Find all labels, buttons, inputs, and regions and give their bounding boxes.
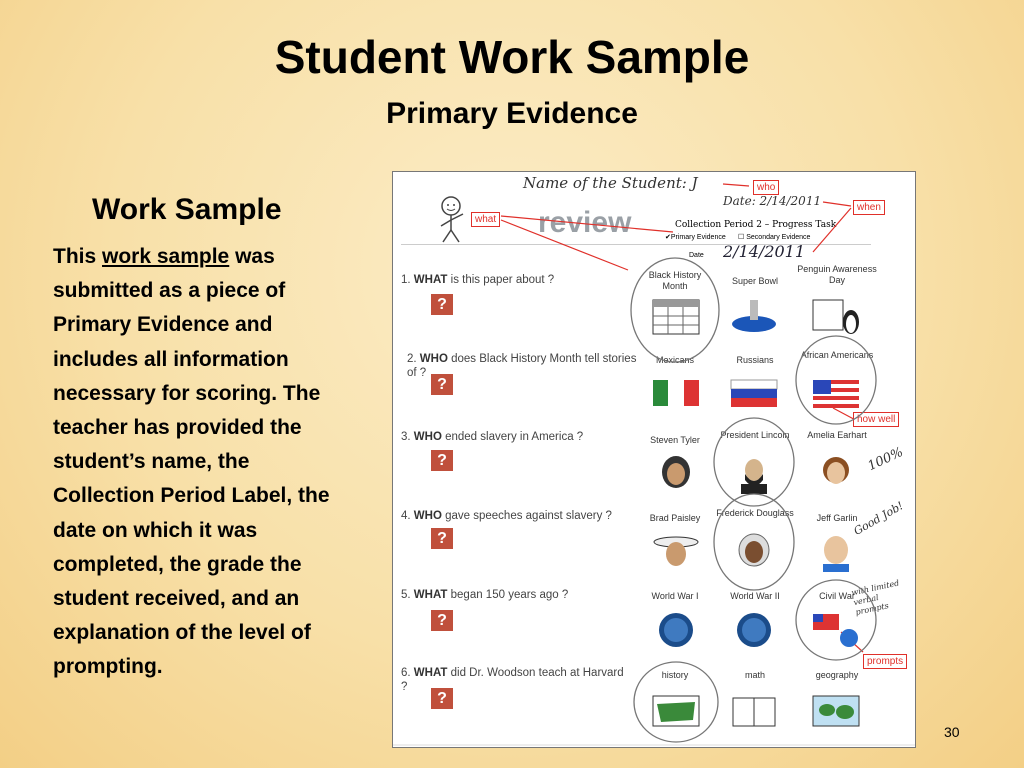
q4-option-3: Jeff Garlin: [816, 513, 858, 523]
description-text: [53, 240, 353, 685]
how-well-annotation: how well: [853, 412, 899, 427]
slide-subtitle: Primary Evidence: [386, 97, 638, 130]
q1-keyword: WHAT: [413, 274, 448, 286]
q4-option-2: Frederick Douglass: [716, 508, 794, 518]
question-mark-icon: ?: [431, 528, 453, 549]
q2-text: does Black History Month tell stories of ?: [407, 353, 637, 379]
page-number: 30: [944, 724, 960, 740]
q6-option-2: math: [744, 670, 765, 680]
desc-rest: was submitted as a piece of Primary Evidence and includes all information necessary for scoring. The teacher has provided the student’s name, the Collection Period Label, the date on which it was completed, the grade the student received, and an explanation of the level of prompting.: [53, 245, 330, 679]
question-mark-icon: ?: [431, 688, 453, 709]
worksheet-image: [392, 171, 916, 748]
handwritten-grade: 100%: [865, 444, 906, 475]
collection-title: Collection Period 2 – Progress Task: [675, 220, 837, 230]
q4-text: gave speeches against slavery ?: [441, 510, 612, 522]
q5-keyword: WHAT: [413, 589, 448, 601]
q6-num: 6.: [401, 667, 411, 679]
what-annotation: what: [471, 212, 500, 227]
q3-num: 3.: [401, 431, 411, 443]
desc-underlined: work sample: [102, 245, 230, 268]
question-mark-icon: ?: [431, 610, 453, 631]
handwritten-date: Date: 2/14/2011: [723, 194, 822, 208]
desc-lead: This: [53, 245, 103, 268]
secondary-option: ☐ Secondary Evidence: [738, 234, 811, 241]
q6-text: did Dr. Woodson teach at Harvard ?: [401, 667, 624, 693]
q1-num: 1.: [401, 274, 411, 286]
primary-option-label: Primary Evidence: [670, 234, 726, 241]
handwritten-name: Name of the Student: J: [523, 174, 698, 192]
q6-option-3: geography: [815, 670, 859, 680]
q5-text: began 150 years ago ?: [447, 589, 569, 601]
who-annotation: who: [753, 180, 779, 195]
q5-option-3: Civil War: [819, 591, 855, 601]
handwritten-prompt-note: with limited verbal prompts: [850, 578, 901, 617]
q6-option-1: history: [661, 670, 689, 680]
date-label: Date: [689, 252, 704, 259]
q3-keyword: WHO: [413, 431, 442, 443]
q2-option-1: Mexicans: [655, 355, 694, 365]
q4-option-1: Brad Paisley: [649, 513, 701, 523]
secondary-option-label: Secondary Evidence: [746, 234, 811, 241]
section-heading: Work Sample: [92, 193, 282, 226]
handwritten-comment: Good Job!: [851, 499, 906, 538]
q1-text: is this paper about ?: [447, 274, 555, 286]
q6-keyword: WHAT: [413, 667, 448, 679]
q2-option-2: Russians: [736, 355, 774, 365]
q1-option-3: Penguin Awareness Day: [797, 264, 877, 285]
q3-option-1: Steven Tyler: [650, 435, 700, 445]
q2-keyword: WHO: [419, 353, 448, 365]
q5-option-2: World War II: [730, 591, 780, 601]
q5-num: 5.: [401, 589, 411, 601]
when-annotation: when: [853, 200, 885, 215]
q4-num: 4.: [401, 510, 411, 522]
slide-title: Student Work Sample: [274, 31, 750, 83]
primary-option: ✔Primary Evidence: [665, 234, 726, 241]
q5-option-1: World War I: [651, 591, 699, 601]
question-mark-icon: ?: [431, 294, 453, 315]
q1-option-2: Super Bowl: [731, 276, 779, 286]
review-header: review: [538, 206, 632, 239]
q1-option-1: Black History Month: [648, 270, 702, 291]
prompts-annotation: prompts: [863, 654, 907, 669]
q3-text: ended slavery in America ?: [441, 431, 584, 443]
q3-option-3: Amelia Earhart: [807, 430, 867, 440]
q4-keyword: WHO: [413, 510, 442, 522]
pencil-circles: [393, 172, 915, 747]
handwritten-date-2: 2/14/2011: [723, 242, 806, 261]
question-mark-icon: ?: [431, 374, 453, 395]
question-mark-icon: ?: [431, 450, 453, 471]
q2-num: 2.: [407, 353, 417, 365]
q2-option-3: African Americans: [800, 350, 874, 360]
q3-option-2: President Lincoln: [720, 430, 790, 440]
